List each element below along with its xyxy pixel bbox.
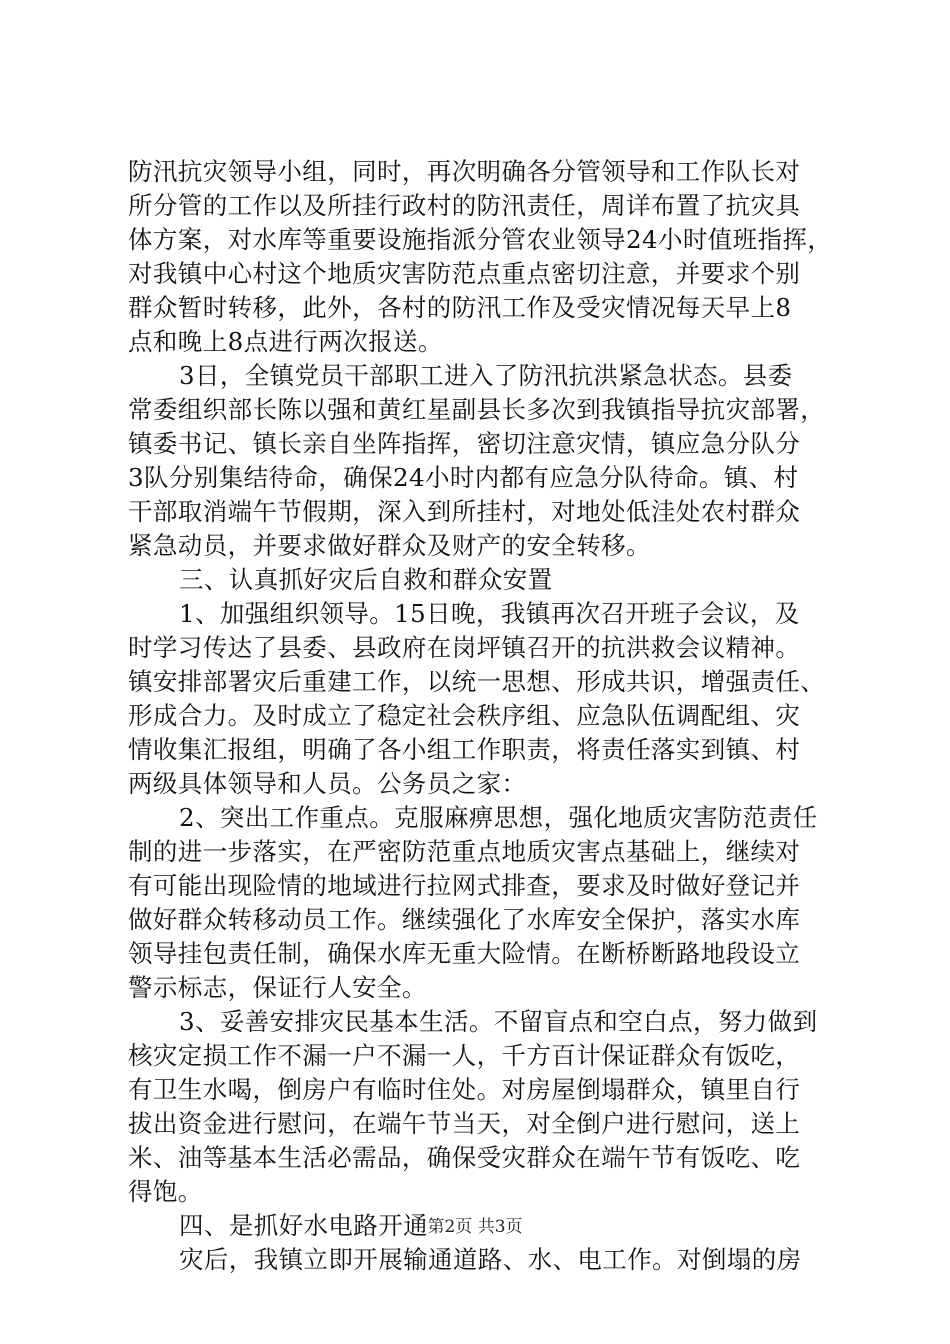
body-line: 拔出资金进行慰问，在端午节当天，对全倒户进行慰问，送上 xyxy=(128,1109,801,1138)
body-line: 两级具体领导和人员。公务员之家： xyxy=(128,769,527,798)
body-line: 常委组织部长陈以强和黄红星副县长多次到我镇指导抗灾部署， xyxy=(128,395,826,424)
body-line: 核灾定损工作不漏一户不漏一人，千方百计保证群众有饭吃， xyxy=(128,1041,801,1070)
body-line: 时学习传达了县委、县政府在岗坪镇召开的抗洪救会议精神。 xyxy=(128,633,801,662)
body-line: 3日，全镇党员干部职工进入了防汛抗洪紧急状态。县委 xyxy=(179,361,793,390)
body-line: 点和晚上8点进行两次报送。 xyxy=(128,327,443,356)
body-line: 防汛抗灾领导小组，同时，再次明确各分管领导和工作队长对 xyxy=(128,157,801,186)
body-line: 情收集汇报组，明确了各小组工作职责，将责任落实到镇、村 xyxy=(128,735,801,764)
body-line: 形成合力。及时成立了稳定社会秩序组、应急队伍调配组、灾 xyxy=(128,701,801,730)
body-line: 3、妥善安排灾民基本生活。不留盲点和空白点，努力做到 xyxy=(179,1007,818,1036)
body-line: 紧急动员，并要求做好群众及财产的安全转移。 xyxy=(128,531,651,560)
body-line: 3队分别集结待命，确保24小时内都有应急分队待命。镇、村 xyxy=(128,463,799,492)
body-line: 对我镇中心村这个地质灾害防范点重点密切注意，并要求个别 xyxy=(128,259,801,288)
body-line: 灾后，我镇立即开展输通道路、水、电工作。对倒塌的房 xyxy=(179,1245,802,1274)
document-body xyxy=(128,155,833,1277)
body-line: 有可能出现险情的地域进行拉网式排查，要求及时做好登记并 xyxy=(128,871,801,900)
body-line: 2、突出工作重点。克服麻痹思想，强化地质灾害防范责任 xyxy=(179,803,818,832)
body-line: 做好群众转移动员工作。继续强化了水库安全保护，落实水库 xyxy=(128,905,801,934)
section-heading: 三、认真抓好灾后自救和群众安置 xyxy=(179,565,553,594)
body-line: 镇安排部署灾后重建工作，以统一思想、形成共识，增强责任、 xyxy=(128,667,826,696)
body-line: 制的进一步落实，在严密防范重点地质灾害点基础上，继续对 xyxy=(128,837,801,866)
body-line: 体方案，对水库等重要设施指派分管农业领导24小时值班指挥， xyxy=(128,225,833,254)
body-line: 领导挂包责任制，确保水库无重大险情。在断桥断路地段设立 xyxy=(128,939,801,968)
section-heading: 四、是抓好水电路开通 xyxy=(179,1211,428,1240)
body-line: 得饱。 xyxy=(128,1177,203,1206)
body-line: 有卫生水喝，倒房户有临时住处。对房屋倒塌群众，镇里自行 xyxy=(128,1075,801,1104)
body-line: 1、加强组织领导。15日晚，我镇再次召开班子会议，及 xyxy=(179,599,800,628)
body-line: 镇委书记、镇长亲自坐阵指挥，密切注意灾情，镇应急分队分 xyxy=(128,429,801,458)
page-number-footer: 第2页 共3页 xyxy=(427,1217,523,1237)
body-line: 警示标志，保证行人安全。 xyxy=(128,973,427,1002)
body-line: 群众暂时转移，此外，各村的防汛工作及受灾情况每天早上8 xyxy=(128,293,792,322)
body-line: 米、油等基本生活必需品，确保受灾群众在端午节有饭吃、吃 xyxy=(128,1143,801,1172)
body-line: 所分管的工作以及所挂行政村的防汛责任，周详布置了抗灾具 xyxy=(128,191,801,220)
body-line: 干部取消端午节假期，深入到所挂村，对地处低洼处农村群众 xyxy=(128,497,801,526)
